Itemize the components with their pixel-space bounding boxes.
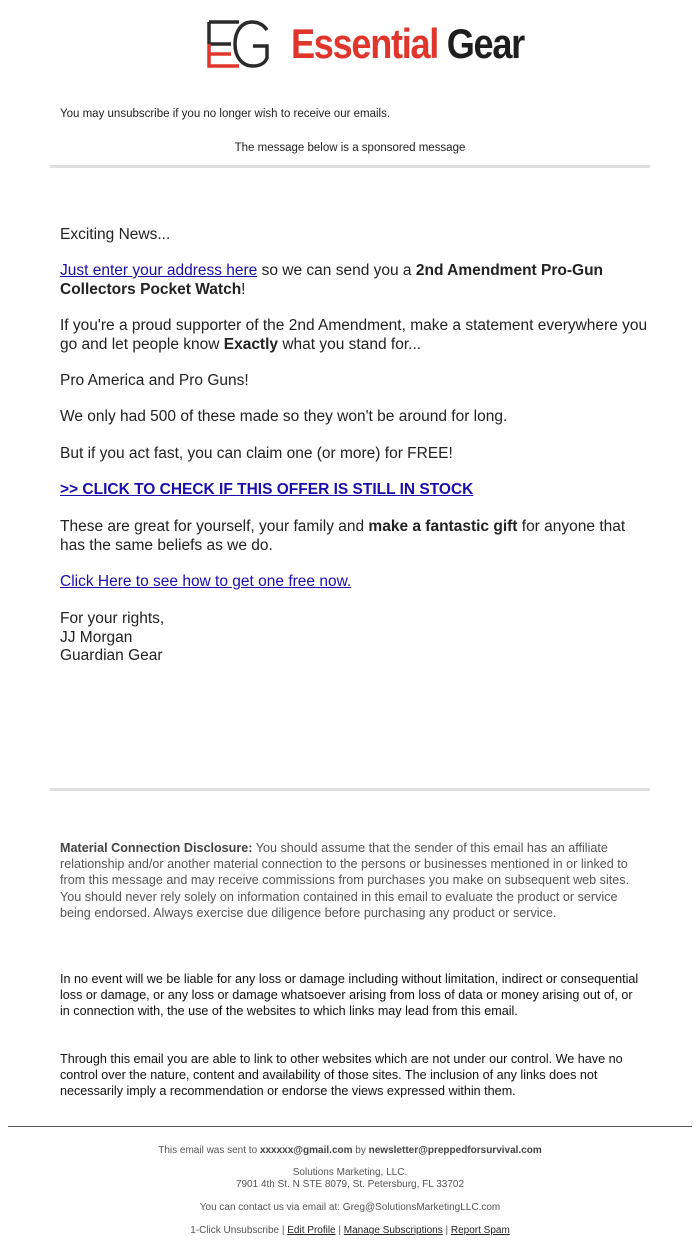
signoff-name: JJ Morgan — [60, 628, 133, 646]
paragraph-click-here — [60, 573, 650, 592]
brand-logo — [205, 18, 524, 70]
middle-divider — [50, 788, 650, 791]
supporter-bold: Exactly — [223, 335, 279, 353]
gift-text-end: for anyone that has the same beliefs as we do. — [60, 518, 626, 554]
greeting-text: Exciting News... — [60, 226, 171, 243]
footer-divider — [8, 1126, 692, 1127]
footer-sent-to — [0, 1145, 700, 1157]
separator: | — [279, 1225, 288, 1236]
offer-text-end: ! — [241, 280, 246, 298]
brand-name-essential: Essential — [291, 20, 439, 67]
check-stock-link[interactable]: >> CLICK TO CHECK IF THIS OFFER IS STILL IN STOCK — [60, 481, 474, 498]
gift-bold: make a fantastic gift — [368, 518, 518, 535]
footer-company: Solutions Marketing, LLC. — [292, 1167, 408, 1178]
eg-logo-mark-icon — [205, 18, 271, 70]
unsubscribe-note: You may unsubscribe if you no longer wish to receive our emails. — [60, 108, 391, 120]
brand-name-gear: Gear — [446, 20, 524, 67]
cta-block — [60, 481, 650, 500]
disclosure-text: You should assume that the sender of this email has an affiliate relationship and/or another material connection to the persons or businesses mentioned in or linked to from this message and may receive commissions from purchases you make on subsequent web sites. You should never rely solely on information contained in this email to evaluate the product or service being endorsed. Always exercise due diligence before purchasing any product or service. — [60, 841, 630, 920]
brand-name — [291, 18, 524, 70]
greeting — [60, 226, 650, 245]
top-divider — [50, 165, 650, 168]
one-click-unsubscribe[interactable]: 1-Click Unsubscribe — [190, 1225, 280, 1236]
liability-notice: In no event will we be liable for any loss or damage including without limitation, indirect or consequential loss or damage, or any loss or damage whatsoever arising from loss of data or money arising out of, or in connection with, the use of the websites to which links may lead from this email. — [60, 972, 639, 1019]
enter-address-link[interactable]: Just enter your address here — [60, 262, 258, 279]
separator: | — [442, 1225, 451, 1236]
supporter-text-end: what you stand for... — [278, 335, 422, 353]
manage-subscriptions-link[interactable]: Manage Subscriptions — [343, 1225, 443, 1236]
report-spam-link[interactable]: Report Spam — [450, 1225, 510, 1236]
footer-contact: You can contact us via email at: Greg@SolutionsMarketingLLC.com — [199, 1202, 501, 1213]
paragraph-pro-america — [60, 372, 650, 391]
footer-links — [0, 1225, 700, 1237]
paragraph-offer — [60, 262, 650, 299]
separator: | — [335, 1225, 344, 1236]
sent-by: by — [352, 1145, 369, 1156]
signoff-company: Guardian Gear — [60, 647, 163, 664]
disclosure-heading: Material Connection Disclosure: — [60, 841, 253, 855]
gift-text: These are great for yourself, your family and — [60, 518, 369, 535]
external-links-notice: Through this email you are able to link to other websites which are not under our control. We have no control over the nature, content and availability of those sites. The inclusion of any links does not necessarily imply a recommendation or endorse the views expressed within them. — [60, 1052, 623, 1099]
sent-prefix: This email was sent to — [158, 1145, 260, 1156]
pro-america-text: Pro America and Pro Guns! — [60, 372, 249, 389]
get-one-free-link[interactable]: Click Here to see how to get one free now. — [60, 573, 352, 590]
free-text: But if you act fast, you can claim one (or more) for FREE! — [60, 445, 453, 462]
footer-address: 7901 4th St. N STE 8079, St. Petersburg, FL 33702 — [235, 1179, 465, 1190]
edit-profile-link[interactable]: Edit Profile — [287, 1225, 336, 1236]
signoff-line: For your rights, — [60, 610, 165, 627]
offer-product-name: 2nd Amendment Pro-Gun Collectors Pocket Watch — [60, 262, 604, 298]
paragraph-limited — [60, 408, 650, 427]
paragraph-supporter — [60, 317, 650, 354]
supporter-text: If you're a proud supporter of the 2nd Amendment, make a statement everywhere you go and let people know — [60, 317, 648, 353]
limited-text: We only had 500 of these made so they won't be around for long. — [60, 408, 508, 425]
offer-text: so we can send you a — [257, 262, 416, 279]
signoff — [60, 610, 650, 666]
sponsored-note: The message below is a sponsored message — [234, 142, 466, 154]
paragraph-gift — [60, 518, 650, 555]
sender-email: newsletter@preppedforsurvival.com — [368, 1145, 542, 1156]
paragraph-free — [60, 445, 650, 464]
material-disclosure — [60, 840, 645, 921]
recipient-email: xxxxxx@gmail.com — [259, 1145, 353, 1156]
